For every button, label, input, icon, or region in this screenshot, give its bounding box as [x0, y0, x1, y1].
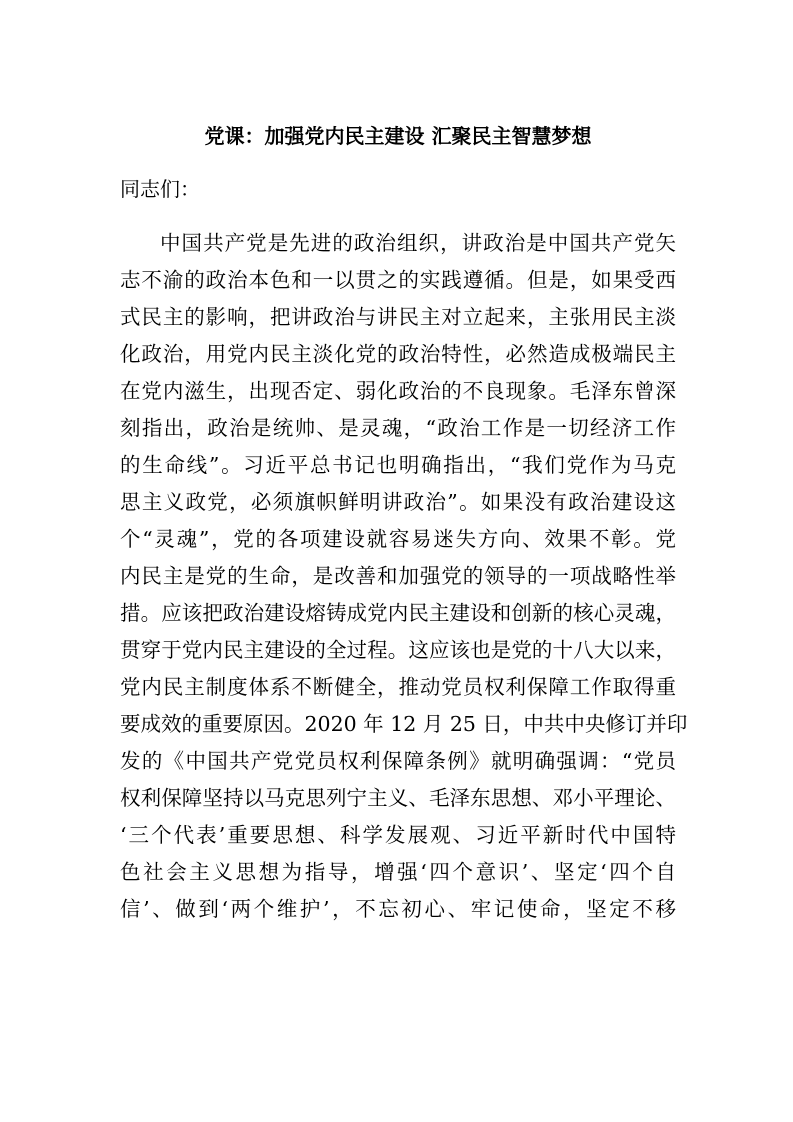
- text-line: 权利保障坚持以马克思列宁主义、毛泽东思想、邓小平理论、: [120, 786, 676, 810]
- text-line: 色社会主义思想为指导，增强‘四个意识’、坚定‘四个自: [120, 860, 676, 884]
- text-line: 志不渝的政治本色和一以贯之的实践遵循。但是，如果受西: [120, 268, 676, 292]
- salutation: 同志们：: [120, 177, 200, 201]
- text-line: 信’、做到‘两个维护’，不忘初心、牢记使命，坚定不移: [120, 897, 676, 921]
- text-line: 在党内滋生，出现否定、弱化政治的不良现象。毛泽东曾深: [120, 379, 676, 403]
- text-line: 的生命线”。习近平总书记也明确指出，“我们党作为马克: [120, 453, 676, 477]
- text-line: ‘三个代表’重要思想、科学发展观、习近平新时代中国特: [120, 823, 676, 847]
- text-line: 刻指出，政治是统帅、是灵魂，“政治工作是一切经济工作: [120, 416, 676, 440]
- text-line: 贯穿于党内民主建设的全过程。这应该也是党的十八大以来，: [120, 638, 676, 662]
- text-line: 内民主是党的生命，是改善和加强党的领导的一项战略性举: [120, 564, 676, 588]
- text-line: 化政治，用党内民主淡化党的政治特性，必然造成极端民主: [120, 342, 676, 366]
- text-line: 式民主的影响，把讲政治与讲民主对立起来，主张用民主淡: [120, 305, 676, 329]
- body-paragraph: [120, 225, 688, 928]
- text-line: 发的《中国共产党党员权利保障条例》就明确强调：“党员: [120, 749, 676, 773]
- text-line: 要成效的重要原因。2020 年 12 月 25 日，中共中央修订并印: [120, 712, 688, 736]
- text-line: 党内民主制度体系不断健全，推动党员权利保障工作取得重: [120, 675, 676, 699]
- document-title: 党课：加强党内民主建设 汇聚民主智慧梦想: [204, 124, 592, 148]
- text-line: 中国共产党是先进的政治组织，讲政治是中国共产党矢: [160, 231, 676, 255]
- text-line: 思主义政党，必须旗帜鲜明讲政治”。如果没有政治建设这: [120, 490, 676, 514]
- text-line: 个“灵魂”，党的各项建设就容易迷失方向、效果不彰。党: [120, 527, 676, 551]
- text-line: 措。应该把政治建设熔铸成党内民主建设和创新的核心灵魂，: [120, 601, 676, 625]
